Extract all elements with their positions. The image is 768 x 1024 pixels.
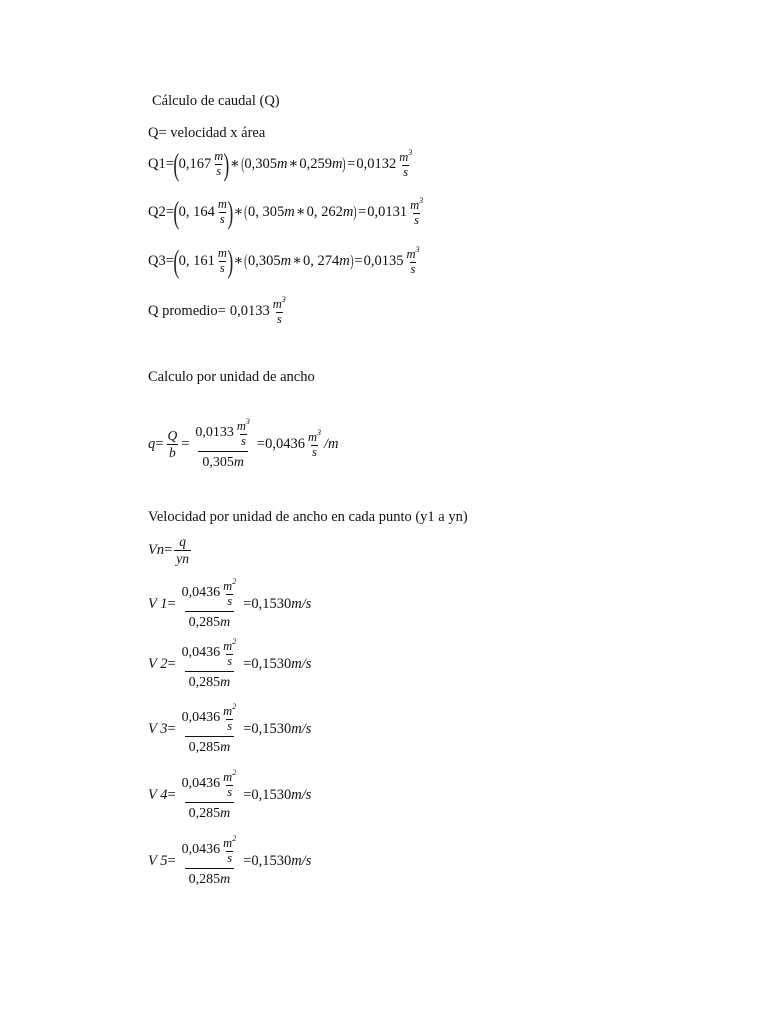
q-unit-numerator: 0,0133 xyxy=(195,425,234,441)
unit-per-m: /m xyxy=(324,435,339,452)
fraction-q-over-b: $\frac{Q}{b}$ xyxy=(167,428,178,460)
bracket-open: ( xyxy=(244,251,248,270)
bracket-open: ( xyxy=(244,202,248,221)
v4-label: V 4 xyxy=(148,786,168,803)
fraction-v5: 0,0436 $\frac{m^2}{s}$ 0,285m xyxy=(181,834,237,887)
fraction-v1: 0,0436 $\frac{m^2}{s}$ 0,285m xyxy=(181,577,237,630)
equals-sign: = xyxy=(358,203,367,220)
equation-q-unit xyxy=(148,418,339,471)
unit-m3-per-s: $\frac{m^3}{s}$ xyxy=(272,295,286,326)
times-sign: ∗ xyxy=(292,252,302,269)
paren-open: ( xyxy=(173,194,180,230)
times-sign: ∗ xyxy=(295,203,306,220)
fraction-v3: 0,0436 $\frac{m^2}{s}$ 0,285m xyxy=(181,702,237,755)
fraction-q-over-yn: $\frac{q}{yn}$ xyxy=(176,534,190,566)
equation-q2 xyxy=(148,196,424,228)
q3-result: 0,0135 xyxy=(363,252,404,269)
paren-open: ( xyxy=(173,146,180,182)
q2-width: 0, 305 xyxy=(248,203,285,220)
fraction-v2: 0,0436 $\frac{m^2}{s}$ 0,285m xyxy=(181,637,237,690)
unit-m: m xyxy=(280,252,292,269)
v2-label: V 2 xyxy=(148,655,168,672)
q2-depth: 0, 262 xyxy=(306,203,343,220)
unit-m3-per-s: $\frac{m^3}{s}$ xyxy=(399,147,413,179)
q1-depth: 0,259 xyxy=(299,155,332,172)
equals-sign: = xyxy=(181,435,190,452)
unit-m: m xyxy=(342,203,354,220)
times-sign: ∗ xyxy=(288,155,299,172)
q-unit-result: 0,0436 xyxy=(265,435,305,452)
unit-m2-per-s: $\frac{m^2}{s}$ xyxy=(223,577,237,608)
unit-m: m xyxy=(339,252,350,269)
equation-v1: V 1 = 0,0436 $\frac{m^2}{s}$ 0,285m = 0,1530 m/s xyxy=(148,577,312,630)
equation-vn xyxy=(148,534,193,566)
equals-sign: = xyxy=(256,435,266,452)
v5-result: 0,1530 xyxy=(251,852,292,869)
bracket-open: ( xyxy=(240,154,245,173)
unit-m-per-s: $\frac{m}{s}$ xyxy=(217,196,227,226)
q1-result: 0,0132 xyxy=(356,155,397,172)
unit-m2-per-s: $\frac{m^2}{s}$ xyxy=(223,637,237,668)
unit-m3-per-s: $\frac{m^3}{s}$ xyxy=(410,195,424,227)
times-sign: ∗ xyxy=(233,252,244,269)
equals-sign: = xyxy=(354,252,363,269)
q3-depth: 0, 274 xyxy=(303,252,340,269)
equals-sign: = xyxy=(347,155,356,172)
bracket-close: ) xyxy=(342,154,347,173)
equation-v3: V 3 = 0,0436 $\frac{m^2}{s}$ 0,285m = 0,1530 m/s xyxy=(148,702,312,755)
q-unit-lhs: q xyxy=(148,435,156,452)
flow-formula: Q= velocidad x área xyxy=(148,125,266,141)
v3-result: 0,1530 xyxy=(251,720,292,737)
unit-m-per-s: $\frac{m}{s}$ xyxy=(217,245,227,275)
equation-q3 xyxy=(148,245,421,277)
unit-m2-per-s: $\frac{m^2}{s}$ xyxy=(223,768,237,799)
vn-lhs: Vn xyxy=(148,541,165,558)
fraction-flow-over-width: 0,0133 $\frac{m^3}{s}$ 0,305m xyxy=(195,417,250,470)
paren-open: ( xyxy=(173,243,180,279)
q3-label: Q3= xyxy=(148,252,174,269)
velocity-heading: Velocidad por unidad de ancho en cada punto (y1 a yn) xyxy=(148,509,468,525)
unit-m: m xyxy=(332,155,343,172)
q-unit-denominator: 0,305 xyxy=(202,454,234,470)
v1-label: V 1 xyxy=(148,595,168,612)
equation-q1 xyxy=(148,148,413,180)
q-average-label: Q promedio= xyxy=(148,302,226,319)
unit-m3-per-s: $\frac{m^3}{s}$ xyxy=(406,244,420,276)
equation-v2: V 2 = 0,0436 $\frac{m^2}{s}$ 0,285m = 0,1530 m/s xyxy=(148,637,312,690)
fraction-v4: 0,0436 $\frac{m^2}{s}$ 0,285m xyxy=(181,768,237,821)
paren-close: ) xyxy=(227,243,234,279)
q3-velocity: 0, 161 xyxy=(178,252,215,269)
unit-m2-per-s: $\frac{m^2}{s}$ xyxy=(223,834,237,865)
q1-label: Q1= xyxy=(148,155,174,172)
unit-width-heading: Calculo por unidad de ancho xyxy=(148,369,315,385)
equation-v4: V 4 = 0,0436 $\frac{m^2}{s}$ 0,285m = 0,1530 m/s xyxy=(148,768,312,821)
times-sign: ∗ xyxy=(233,203,244,220)
bracket-close: ) xyxy=(353,202,357,221)
v5-label: V 5 xyxy=(148,852,168,869)
equation-v5: V 5 = 0,0436 $\frac{m^2}{s}$ 0,285m = 0,1530 m/s xyxy=(148,834,312,887)
bracket-close: ) xyxy=(349,251,354,270)
q-average-value: 0,0133 xyxy=(229,302,270,319)
unit-m-per-s: $\frac{m}{s}$ xyxy=(214,148,224,178)
unit-m: m xyxy=(277,155,288,172)
times-sign: ∗ xyxy=(229,155,240,172)
q1-width: 0,305 xyxy=(244,155,278,172)
q2-velocity: 0, 164 xyxy=(178,203,215,220)
unit-m3-per-s: $\frac{m^3}{s}$ xyxy=(307,428,321,459)
equals-sign: = xyxy=(155,435,164,452)
unit-m2-per-s: $\frac{m^2}{s}$ xyxy=(223,702,237,733)
v2-result: 0,1530 xyxy=(251,655,292,672)
q3-width: 0,305 xyxy=(248,252,281,269)
q1-velocity: 0,167 xyxy=(178,155,212,172)
paren-close: ) xyxy=(223,146,230,182)
v1-result: 0,1530 xyxy=(251,595,292,612)
equals-sign: = xyxy=(164,541,173,558)
unit-m3-per-s: $\frac{m^3}{s}$ xyxy=(236,417,250,448)
v4-result: 0,1530 xyxy=(251,786,292,803)
unit-m: m xyxy=(284,203,295,220)
equation-q-average xyxy=(148,296,287,327)
q2-result: 0,0131 xyxy=(367,203,408,220)
q2-label: Q2= xyxy=(148,203,174,220)
paren-close: ) xyxy=(227,194,234,230)
section-title: Cálculo de caudal (Q) xyxy=(152,93,280,109)
v3-label: V 3 xyxy=(148,720,168,737)
